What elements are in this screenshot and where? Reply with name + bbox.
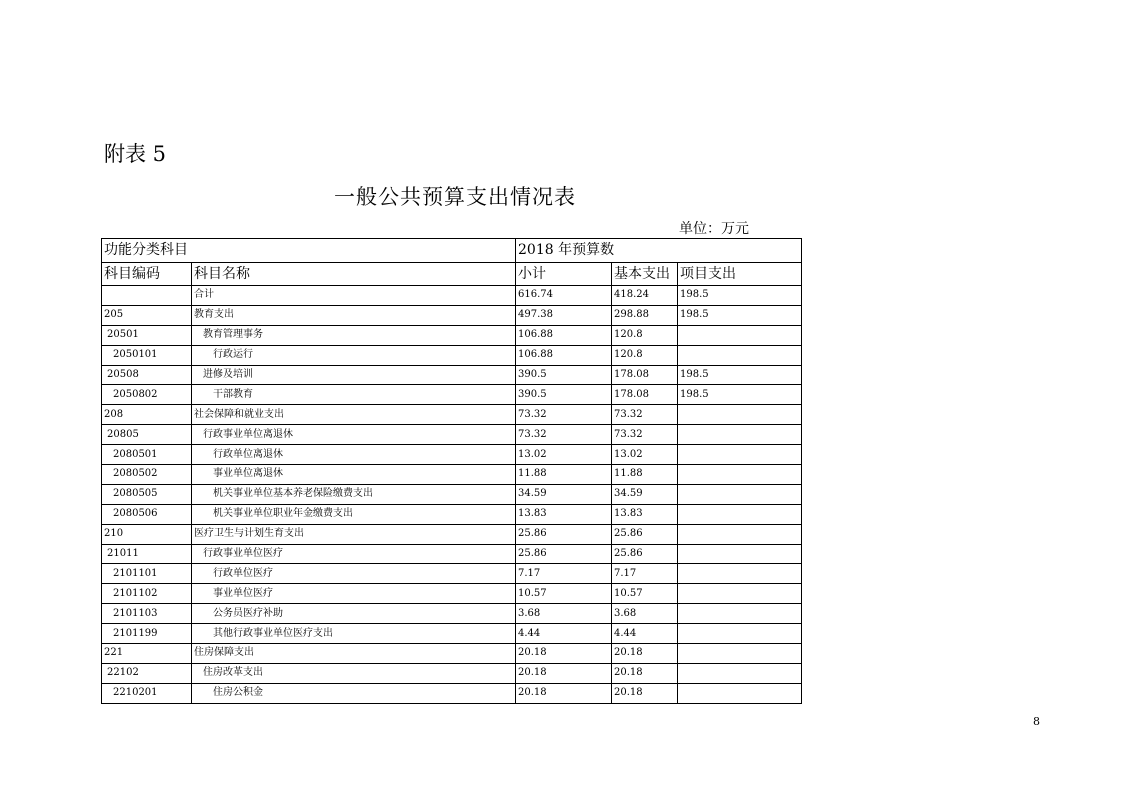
- cell-project: [678, 445, 802, 465]
- cell-basic: 10.57: [612, 584, 678, 604]
- cell-name: 其他行政事业单位医疗支出: [192, 624, 516, 644]
- cell-name: 事业单位医疗: [192, 584, 516, 604]
- header-name: 科目名称: [192, 262, 516, 286]
- table-row: [102, 465, 802, 485]
- cell-subtotal: 4.44: [516, 624, 612, 644]
- cell-code: 2101103: [102, 604, 192, 624]
- cell-project: [678, 564, 802, 584]
- cell-code: 2050802: [102, 385, 192, 405]
- cell-name: 住房保障支出: [192, 644, 516, 664]
- cell-project: [678, 484, 802, 504]
- table-row: [102, 425, 802, 445]
- cell-basic: 418.24: [612, 286, 678, 306]
- cell-name: 机关事业单位基本养老保险缴费支出: [192, 484, 516, 504]
- page-number: 8: [1033, 715, 1040, 728]
- appendix-label: 附表 5: [104, 142, 167, 166]
- cell-project: [678, 624, 802, 644]
- cell-basic: 73.32: [612, 405, 678, 425]
- cell-name: 行政单位离退休: [192, 445, 516, 465]
- cell-basic: 3.68: [612, 604, 678, 624]
- table-row: [102, 365, 802, 385]
- cell-code: 2080506: [102, 504, 192, 524]
- table-row: [102, 683, 802, 703]
- cell-project: [678, 604, 802, 624]
- header-category: 功能分类科目: [102, 239, 516, 263]
- table-row: [102, 286, 802, 306]
- cell-subtotal: 390.5: [516, 385, 612, 405]
- cell-basic: 20.18: [612, 663, 678, 683]
- cell-name: 合计: [192, 286, 516, 306]
- cell-basic: 13.83: [612, 504, 678, 524]
- cell-subtotal: 25.86: [516, 544, 612, 564]
- cell-basic: 4.44: [612, 624, 678, 644]
- header-basic: 基本支出: [612, 262, 678, 286]
- unit-label: 单位：万元: [679, 221, 749, 237]
- cell-name: 行政事业单位医疗: [192, 544, 516, 564]
- cell-subtotal: 3.68: [516, 604, 612, 624]
- table-row: [102, 644, 802, 664]
- table-row: [102, 584, 802, 604]
- cell-subtotal: 20.18: [516, 644, 612, 664]
- cell-basic: 73.32: [612, 425, 678, 445]
- cell-basic: 7.17: [612, 564, 678, 584]
- cell-code: 22102: [102, 663, 192, 683]
- table-row: [102, 445, 802, 465]
- cell-project: 198.5: [678, 385, 802, 405]
- header-project: 项目支出: [678, 262, 802, 286]
- cell-subtotal: 11.88: [516, 465, 612, 485]
- cell-project: [678, 504, 802, 524]
- cell-basic: 25.86: [612, 524, 678, 544]
- cell-code: 2101101: [102, 564, 192, 584]
- cell-code: 210: [102, 524, 192, 544]
- table-body: [102, 286, 802, 704]
- cell-subtotal: 497.38: [516, 305, 612, 325]
- cell-name: 行政运行: [192, 345, 516, 365]
- cell-project: 198.5: [678, 286, 802, 306]
- cell-project: [678, 584, 802, 604]
- cell-code: 221: [102, 644, 192, 664]
- table-row: [102, 544, 802, 564]
- header-subtotal: 小计: [516, 262, 612, 286]
- cell-basic: 25.86: [612, 544, 678, 564]
- budget-table: [101, 238, 802, 704]
- cell-subtotal: 25.86: [516, 524, 612, 544]
- header-row-columns: [102, 262, 802, 286]
- header-row-top: [102, 239, 802, 263]
- cell-name: 社会保障和就业支出: [192, 405, 516, 425]
- cell-name: 医疗卫生与计划生育支出: [192, 524, 516, 544]
- cell-subtotal: 20.18: [516, 663, 612, 683]
- cell-basic: 20.18: [612, 644, 678, 664]
- table-row: [102, 504, 802, 524]
- cell-code: 2080501: [102, 445, 192, 465]
- cell-subtotal: 10.57: [516, 584, 612, 604]
- cell-subtotal: 34.59: [516, 484, 612, 504]
- cell-project: [678, 544, 802, 564]
- table-row: [102, 484, 802, 504]
- table-row: [102, 385, 802, 405]
- cell-basic: 20.18: [612, 683, 678, 703]
- cell-code: 20508: [102, 365, 192, 385]
- cell-project: [678, 683, 802, 703]
- cell-basic: 11.88: [612, 465, 678, 485]
- cell-project: [678, 644, 802, 664]
- cell-name: 教育支出: [192, 305, 516, 325]
- cell-name: 教育管理事务: [192, 325, 516, 345]
- cell-project: [678, 465, 802, 485]
- cell-name: 干部教育: [192, 385, 516, 405]
- cell-subtotal: 73.32: [516, 405, 612, 425]
- cell-code: 2210201: [102, 683, 192, 703]
- cell-name: 行政事业单位离退休: [192, 425, 516, 445]
- cell-project: [678, 663, 802, 683]
- cell-name: 住房公积金: [192, 683, 516, 703]
- cell-subtotal: 616.74: [516, 286, 612, 306]
- cell-code: 20805: [102, 425, 192, 445]
- cell-name: 公务员医疗补助: [192, 604, 516, 624]
- cell-name: 事业单位离退休: [192, 465, 516, 485]
- cell-subtotal: 13.83: [516, 504, 612, 524]
- cell-basic: 120.8: [612, 325, 678, 345]
- cell-subtotal: 13.02: [516, 445, 612, 465]
- cell-code: 2050101: [102, 345, 192, 365]
- cell-code: 2101199: [102, 624, 192, 644]
- cell-name: 住房改革支出: [192, 663, 516, 683]
- cell-basic: 13.02: [612, 445, 678, 465]
- cell-code: 20501: [102, 325, 192, 345]
- cell-project: 198.5: [678, 365, 802, 385]
- cell-subtotal: 73.32: [516, 425, 612, 445]
- cell-name: 机关事业单位职业年金缴费支出: [192, 504, 516, 524]
- table-row: [102, 325, 802, 345]
- cell-project: [678, 325, 802, 345]
- table-row: [102, 604, 802, 624]
- cell-project: [678, 524, 802, 544]
- table-row: [102, 624, 802, 644]
- table-row: [102, 345, 802, 365]
- cell-basic: 298.88: [612, 305, 678, 325]
- cell-name: 进修及培训: [192, 365, 516, 385]
- page-title: 一般公共预算支出情况表: [334, 185, 576, 209]
- cell-project: [678, 425, 802, 445]
- cell-subtotal: 106.88: [516, 345, 612, 365]
- cell-code: 2101102: [102, 584, 192, 604]
- cell-code: [102, 286, 192, 306]
- cell-project: 198.5: [678, 305, 802, 325]
- cell-code: 2080505: [102, 484, 192, 504]
- cell-basic: 34.59: [612, 484, 678, 504]
- cell-code: 205: [102, 305, 192, 325]
- cell-name: 行政单位医疗: [192, 564, 516, 584]
- cell-subtotal: 106.88: [516, 325, 612, 345]
- header-code: 科目编码: [102, 262, 192, 286]
- cell-basic: 178.08: [612, 385, 678, 405]
- table-row: [102, 663, 802, 683]
- cell-code: 208: [102, 405, 192, 425]
- table-row: [102, 405, 802, 425]
- cell-basic: 178.08: [612, 365, 678, 385]
- cell-code: 21011: [102, 544, 192, 564]
- cell-project: [678, 405, 802, 425]
- table-row: [102, 305, 802, 325]
- table-row: [102, 524, 802, 544]
- cell-code: 2080502: [102, 465, 192, 485]
- cell-subtotal: 7.17: [516, 564, 612, 584]
- table-row: [102, 564, 802, 584]
- cell-subtotal: 20.18: [516, 683, 612, 703]
- cell-subtotal: 390.5: [516, 365, 612, 385]
- cell-project: [678, 345, 802, 365]
- cell-basic: 120.8: [612, 345, 678, 365]
- header-budget: 2018 年预算数: [516, 239, 802, 263]
